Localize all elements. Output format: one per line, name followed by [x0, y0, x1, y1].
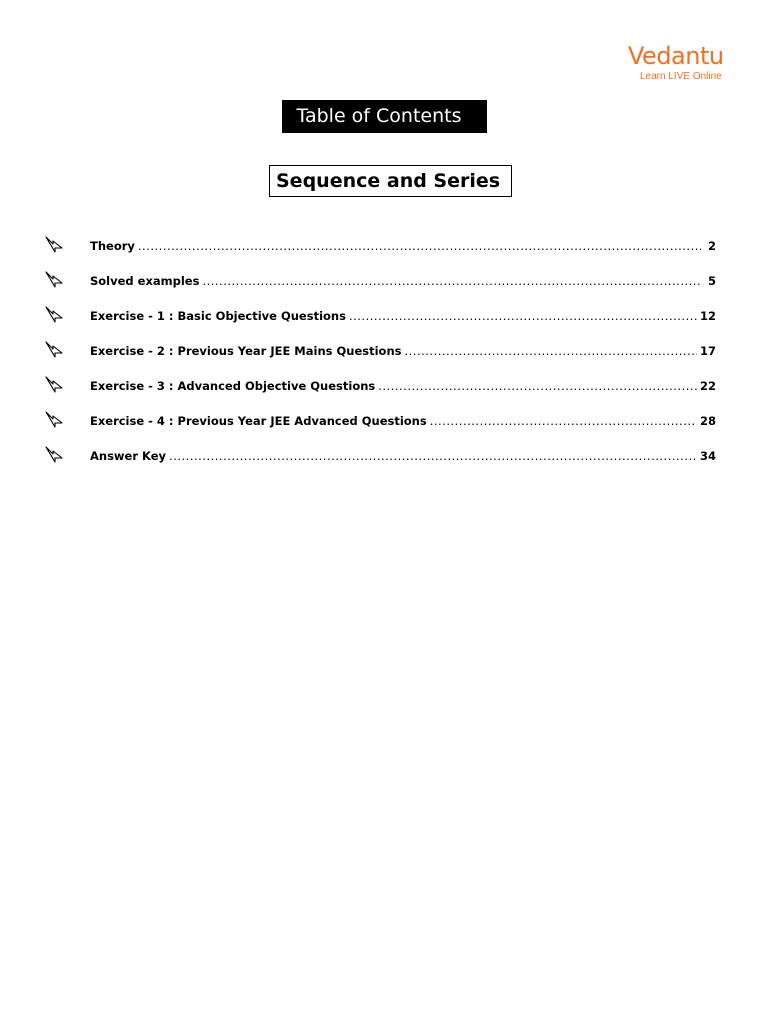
hollow-arrow-right-icon [44, 411, 64, 429]
hollow-arrow-right-icon [44, 306, 64, 324]
dot-leader [430, 413, 697, 429]
toc-page-number: 28 [699, 414, 716, 428]
hollow-arrow-right-icon [44, 376, 64, 394]
logo-tagline: Learn LIVE Online [640, 71, 722, 82]
toc-item-exercise-4[interactable] [44, 409, 716, 444]
toc-label: Exercise - 2 : Previous Year JEE Mains Questions [90, 344, 402, 358]
toc-label: Exercise - 3 : Advanced Objective Questions [90, 379, 376, 393]
hollow-arrow-right-icon [44, 271, 64, 289]
toc-label: Theory [90, 239, 135, 253]
dot-leader [138, 238, 701, 254]
toc-page-number: 5 [707, 274, 716, 288]
logo-wordmark: Vedantu [628, 42, 724, 70]
toc-page-number: 22 [699, 379, 716, 393]
toc-item-answer-key[interactable] [44, 444, 716, 479]
toc-entry [90, 273, 716, 289]
dot-leader [378, 378, 697, 394]
dot-leader [202, 273, 701, 289]
subject-title: Sequence and Series [269, 165, 512, 197]
dot-leader [169, 448, 697, 464]
toc-page-number: 17 [699, 344, 716, 358]
hollow-arrow-right-icon [44, 236, 64, 254]
toc-label: Exercise - 4 : Previous Year JEE Advanced Questions [90, 414, 427, 428]
toc-entry [90, 238, 716, 254]
toc-entry [90, 448, 716, 464]
toc-label: Answer Key [90, 449, 167, 463]
toc-entry [90, 378, 716, 394]
vedantu-logo [628, 42, 728, 84]
dot-leader [404, 343, 697, 359]
toc-item-exercise-1[interactable] [44, 304, 716, 339]
toc-page-number: 34 [699, 449, 716, 463]
toc-item-theory[interactable] [44, 234, 716, 269]
toc-label: Solved examples [90, 274, 200, 288]
toc-entry [90, 413, 716, 429]
dot-leader [349, 308, 697, 324]
toc-entry [90, 308, 716, 324]
hollow-arrow-right-icon [44, 446, 64, 464]
toc-label: Exercise - 1 : Basic Objective Questions [90, 309, 346, 323]
toc-list [44, 234, 716, 479]
toc-heading: Table of Contents [282, 100, 487, 133]
toc-item-exercise-3[interactable] [44, 374, 716, 409]
toc-item-solved-examples[interactable] [44, 269, 716, 304]
toc-item-exercise-2[interactable] [44, 339, 716, 374]
hollow-arrow-right-icon [44, 341, 64, 359]
toc-page-number: 2 [707, 239, 716, 253]
toc-page-number: 12 [699, 309, 716, 323]
toc-entry [90, 343, 716, 359]
